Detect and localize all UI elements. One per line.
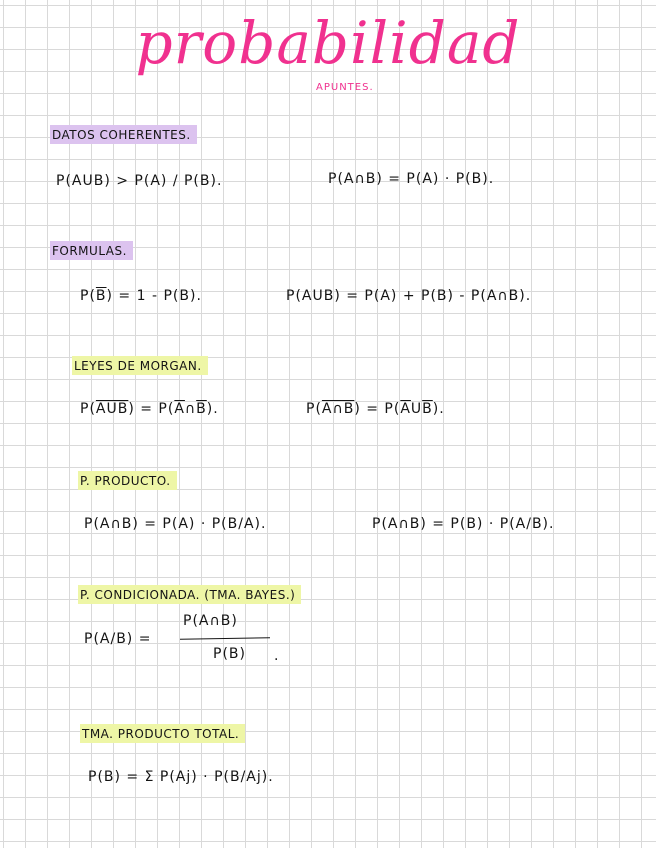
formula-text: P( [80,401,96,417]
formula-bayes-denominator: P(B) [213,646,246,662]
formula-text: ) = P( [354,401,401,417]
heading-p-producto: P. PRODUCTO. [78,471,177,490]
formula-producto-1: P(A∩B) = P(A) · P(B/A). [84,516,267,532]
page-subtitle: APUNTES. [316,82,374,93]
formula-text: ∩ [184,401,197,417]
heading-producto-total: TMA. PRODUCTO TOTAL. [80,724,245,743]
formula-producto-total: P(B) = Σ P(Aj) · P(B/Aj). [88,769,274,785]
formula-overline-text: $\overline{B}$ [196,401,207,417]
formula-text: U [410,401,423,417]
formula-overline-text: $\overline{B}$ [422,401,433,417]
formula-morgan-union [80,400,219,418]
heading-datos-coherentes: DATOS COHERENTES. [50,125,197,144]
formula-overline-text: $\overline{A}$ [400,401,411,417]
heading-leyes-de-morgan: LEYES DE MORGAN. [72,356,208,375]
formula-intersection-independent: P(A∩B) = P(A) · P(B). [328,171,495,187]
heading-p-condicionada: P. CONDICIONADA. (TMA. BAYES.) [78,585,301,604]
formula-text: ) = 1 - P(B). [106,288,202,304]
page-title: probabilidad [135,9,521,77]
formula-text: P( [80,288,96,304]
formula-bayes-numerator: P(A∩B) [183,613,238,629]
formula-overline-text: $\overline{B}$ [95,288,107,304]
formula-bayes-dot: . [274,648,279,664]
formula-text: ) = P( [128,401,175,417]
formula-overline-text: A∩B [321,401,355,417]
formula-text: P( [306,401,322,417]
formula-overline-text: $\overline{AUB}$ [95,401,129,417]
formula-overline-text: $\overline{A}$ [174,401,185,417]
formula-complement [80,287,202,305]
formula-text: ). [206,401,219,417]
formula-bayes-lhs: P(A/B) = [84,631,152,647]
formula-morgan-intersection [306,400,445,418]
formula-text: ). [432,401,445,417]
formula-union-inequality: P(AUB) > P(A) / P(B). [56,173,223,189]
formula-producto-2: P(A∩B) = P(B) · P(A/B). [372,516,555,532]
fraction-line [180,637,270,640]
formula-union: P(AUB) = P(A) + P(B) - P(A∩B). [286,288,532,304]
heading-formulas: FORMULAS. [50,241,133,260]
